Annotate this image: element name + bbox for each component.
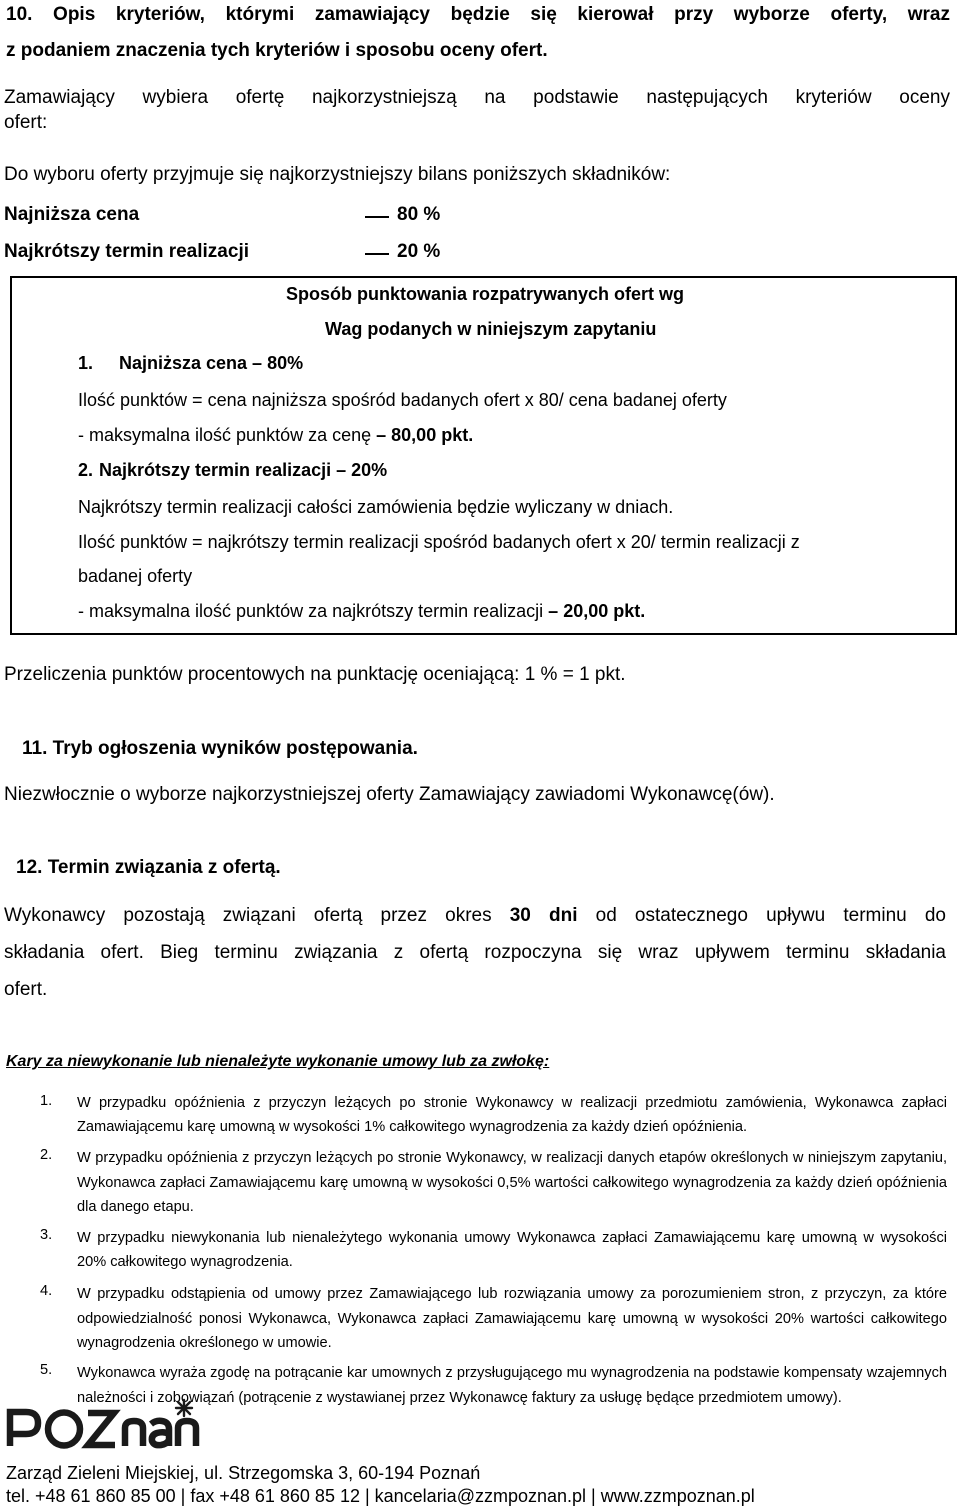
criterion-1-max-label: - maksymalna ilość punktów za cenę bbox=[78, 425, 372, 445]
criterion-2-number: 2. bbox=[78, 460, 94, 480]
criterion-2-dash bbox=[365, 253, 389, 255]
criterion-2-name: Najkrótszy termin realizacji bbox=[4, 241, 249, 262]
penalty-5-number: 5. bbox=[40, 1362, 53, 1378]
section-12-line2: składania ofert. Bieg terminu związania z ofertą rozpoczyna się wraz upływem terminu składania bbox=[4, 942, 946, 963]
section-10-heading-line1: 10. Opis kryteriów, którymi zamawiający będzie się kierował przy wyborze oferty, wraz bbox=[6, 4, 950, 25]
section-10-intro-line2: ofert: bbox=[4, 112, 48, 133]
conversion-note: Przeliczenia punktów procentowych na punktację oceniającą: 1 % = 1 pkt. bbox=[4, 664, 626, 685]
criterion-2-weight: 20 % bbox=[397, 241, 441, 262]
criterion-1-max-value: – 80,00 pkt. bbox=[376, 425, 474, 445]
balance-intro: Do wyboru oferty przyjmuje się najkorzystniejszy bilans poniższych składników: bbox=[4, 164, 671, 185]
criterion-1-name: Najniższa cena bbox=[4, 204, 140, 225]
poznan-logo bbox=[4, 1398, 204, 1450]
penalty-1-text: W przypadku opóźnienia z przyczyn leżących po stronie Wykonawcy w realizacji przedmiotu zamówienia, Wykonawca zapłaci Zamawiającemu karę umowną w wysokości 1% całkowitego wynagrodzenia za każdy dzień opóźnienia. bbox=[77, 1095, 947, 1135]
penalty-2-text: W przypadku opóźnienia z przyczyn leżących po stronie Wykonawcy, w realizacji danych etapów określonych w niniejszym zapytaniu, Wykonawca zapłaci Zamawiającemu karę umowną w wysokości 0,5% wartości całkowitego wynagrodzenia za każdy dzień opóźnienia dla danego etapu. bbox=[77, 1150, 947, 1215]
penalty-3-number: 3. bbox=[40, 1227, 53, 1243]
criterion-2-max-value-text: 20,00 pkt. bbox=[563, 601, 646, 621]
footer-contact: tel. +48 61 860 85 00 | fax +48 61 860 85 12 | kancelaria@zzmpoznan.pl | www.zzmpoznan.pl bbox=[6, 1486, 755, 1506]
criterion-2-max bbox=[78, 600, 645, 622]
section-12-line3: ofert. bbox=[4, 979, 48, 1000]
section-12-days: 30 dni bbox=[509, 905, 578, 926]
criterion-2-title: Najkrótszy termin realizacji – 20% bbox=[99, 460, 388, 480]
section-12-line1-a: Wykonawcy pozostają związani ofertą przez okres bbox=[4, 905, 492, 926]
penalty-1-number: 1. bbox=[40, 1093, 53, 1109]
section-11-body: Niezwłocznie o wyborze najkorzystniejszej oferty Zamawiający zawiadomi Wykonawcę(ów). bbox=[4, 784, 775, 805]
penalty-4-text: W przypadku odstąpienia od umowy przez Zamawiającego lub rozwiązania umowy za porozumieniem stron, z przyczyn, za które odpowiedzialność ponosi Wykonawca, Wykonawca zapłaci Zamawiającemu karę umowną w wysokości 20% wartości całkowitego wynagrodzenia określonego w umowie. bbox=[77, 1286, 947, 1351]
criterion-1-dash bbox=[365, 216, 389, 218]
criterion-2-max-value: – 20,00 pkt. bbox=[548, 601, 646, 621]
penalty-4-number: 4. bbox=[40, 1283, 53, 1299]
section-12-line1-b: od ostatecznego upływu terminu do bbox=[595, 905, 946, 926]
section-10-heading-line2: z podaniem znaczenia tych kryteriów i sposobu oceny ofert. bbox=[6, 40, 548, 61]
penalty-5-text: Wykonawca wyraża zgodę na potrącanie kar umownych z przysługującego mu wynagrodzenia na podstawie kompensaty wzajemnych należności i zobowiązań (potrącenie z wystawianej przez Wykonawcę faktury za usługę będące przedmiotem umowy). bbox=[77, 1365, 947, 1406]
penalties-heading: Kary za niewykonanie lub nienależyte wykonanie umowy lub za zwłokę: bbox=[6, 1053, 550, 1070]
penalty-2-number: 2. bbox=[40, 1147, 53, 1163]
penalty-3-text: W przypadku niewykonania lub nienależytego wykonania umowy Wykonawca zapłaci Zamawiającemu karę umowną w wysokości 20% całkowitego wynagrodzenia. bbox=[77, 1230, 947, 1270]
criterion-1-max bbox=[78, 424, 473, 446]
criterion-2-desc: Najkrótszy termin realizacji całości zamówienia będzie wyliczany w dniach. bbox=[78, 497, 674, 517]
box-title-line1: Sposób punktowania rozpatrywanych ofert wg bbox=[286, 284, 685, 304]
section-11-heading: 11. Tryb ogłoszenia wyników postępowania. bbox=[22, 738, 418, 759]
criterion-1-max-value-text: 80,00 pkt. bbox=[391, 425, 474, 445]
criterion-1-weight: 80 % bbox=[397, 204, 441, 225]
criterion-2-formula-line2: badanej oferty bbox=[78, 566, 193, 586]
criterion-2-max-label: - maksymalna ilość punktów za najkrótszy termin realizacji bbox=[78, 601, 544, 621]
poznan-logo-graphic bbox=[4, 1398, 204, 1450]
section-12-line1 bbox=[4, 905, 946, 927]
criterion-2-formula-line1: Ilość punktów = najkrótszy termin realizacji spośród badanych ofert x 20/ termin realizacji z bbox=[78, 532, 800, 552]
footer-address: Zarząd Zieleni Miejskiej, ul. Strzegomska 3, 60-194 Poznań bbox=[6, 1463, 481, 1483]
section-10-intro-line1: Zamawiający wybiera ofertę najkorzystniejszą na podstawie następujących kryteriów oceny bbox=[4, 87, 950, 108]
section-12-heading: 12. Termin związania z ofertą. bbox=[16, 857, 281, 878]
criterion-1-number: 1. bbox=[78, 353, 94, 373]
criterion-1-title: Najniższa cena – 80% bbox=[119, 353, 304, 373]
criterion-1-formula: Ilość punktów = cena najniższa spośród badanych ofert x 80/ cena badanej oferty bbox=[78, 390, 727, 410]
box-title-line2: Wag podanych w niniejszym zapytaniu bbox=[325, 319, 657, 339]
